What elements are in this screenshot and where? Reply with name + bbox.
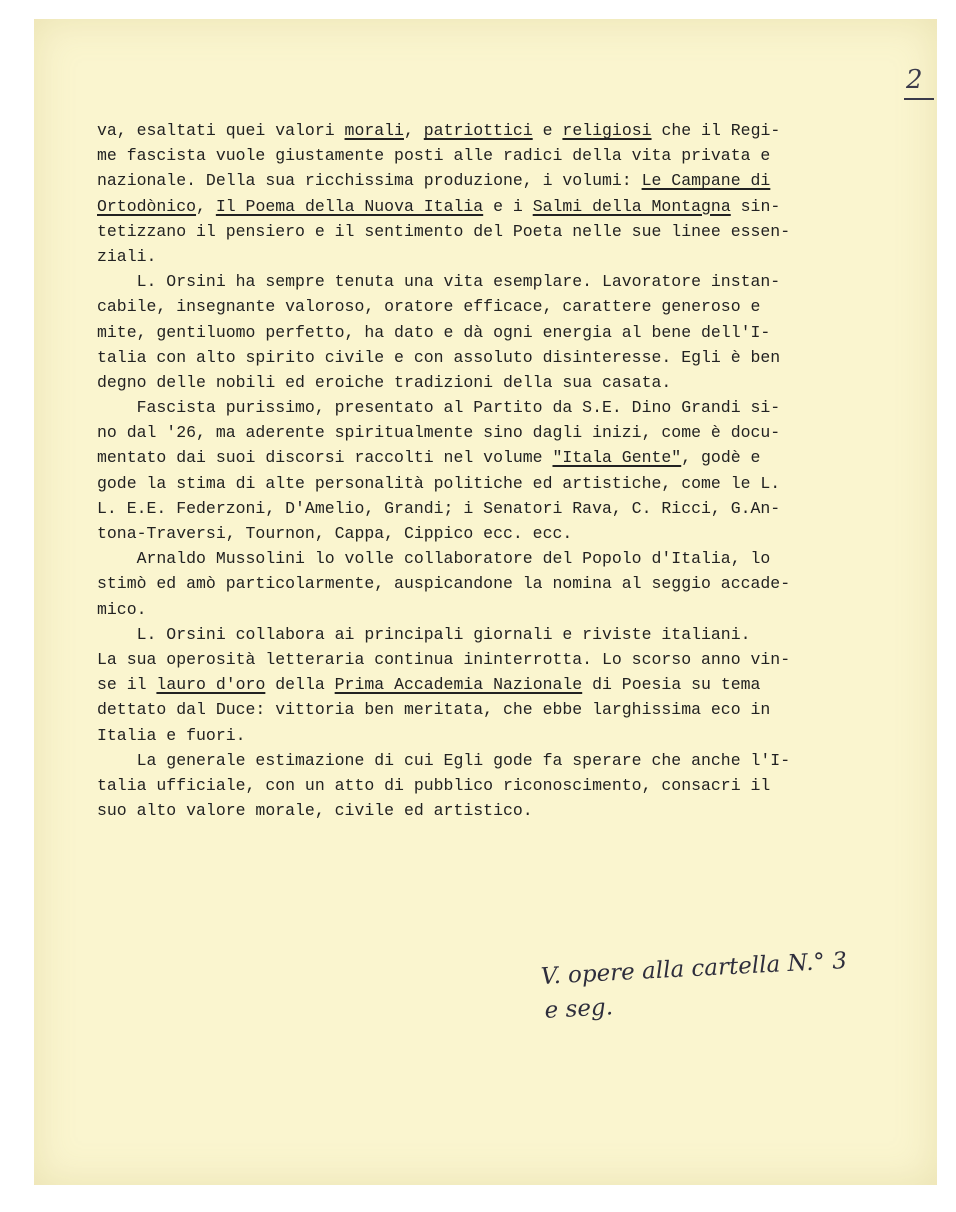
text-segment: e i <box>483 196 533 216</box>
text-segment: L. Orsini collabora ai principali giornali e riviste italiani. <box>97 624 751 644</box>
text-segment: e <box>532 121 563 140</box>
text-line <box>97 597 857 622</box>
text-line <box>97 294 857 319</box>
underlined-text: morali <box>344 121 404 140</box>
underlined-text: Ortodònico <box>97 196 197 216</box>
underlined-text: Le Campane di <box>641 171 771 191</box>
text-segment: talia ufficiale, con un atto di pubblico riconoscimento, consacri il <box>97 775 771 795</box>
text-segment: Arnaldo Mussolini lo volle collaboratore del Popolo d'Italia, lo <box>97 549 771 569</box>
text-line <box>97 798 857 823</box>
underlined-text: lauro d'oro <box>156 675 266 695</box>
text-line <box>97 244 857 269</box>
text-line <box>97 496 857 521</box>
paragraph <box>97 118 857 269</box>
text-line <box>97 647 857 672</box>
text-segment: me fascista vuole giustamente posti alle radici della vita privata e <box>97 146 771 166</box>
text-segment: di Poesia su tema <box>582 675 761 695</box>
text-segment: talia con alto spirito civile e con assoluto disinteresse. Egli è ben <box>97 347 781 367</box>
handwritten-note-line: e seg. <box>543 994 614 1024</box>
text-line <box>97 370 857 395</box>
text-line <box>97 546 857 571</box>
text-segment: gode la stima di alte personalità politiche ed artistiche, come le L. <box>97 473 781 493</box>
text-line <box>97 723 857 748</box>
text-segment: dettato dal Duce: vittoria ben meritata, che ebbe larghissima eco in <box>97 700 771 720</box>
text-line <box>97 219 857 244</box>
paragraph <box>97 546 857 622</box>
text-segment: , godè e <box>681 448 761 468</box>
text-line <box>97 748 857 773</box>
text-line <box>97 194 857 219</box>
text-line <box>97 269 857 294</box>
text-segment: L. E.E. Federzoni, D'Amelio, Grandi; i Senatori Rava, C. Ricci, G.An- <box>97 498 781 518</box>
text-segment: stimò ed amò particolarmente, auspicandone la nomina al seggio accade- <box>97 574 791 594</box>
text-segment: cabile, insegnante valoroso, oratore efficace, carattere generoso e <box>97 297 761 317</box>
underlined-text: patriottici <box>423 121 533 140</box>
text-segment: , <box>196 196 216 216</box>
paragraph <box>97 622 857 748</box>
text-segment: degno delle nobili ed eroiche tradizioni della sua casata. <box>97 372 672 392</box>
text-segment: tona-Traversi, Tournon, Cappa, Cippico ecc. ecc. <box>97 524 573 543</box>
underlined-text: Prima Accademia Nazionale <box>334 675 583 695</box>
underlined-text: Salmi della Montagna <box>532 196 731 216</box>
text-segment: mentato dai suoi discorsi raccolti nel volume <box>97 448 553 468</box>
text-line <box>97 143 857 168</box>
text-segment: La sua operosità letteraria continua ininterrotta. Lo scorso anno vin- <box>97 649 791 669</box>
text-segment: Italia e fuori. <box>97 725 246 745</box>
text-segment: Fascista purissimo, presentato al Partito da S.E. Dino Grandi si- <box>97 398 781 418</box>
text-segment: sin- <box>730 196 781 216</box>
text-segment: mico. <box>97 599 147 619</box>
text-line <box>97 697 857 722</box>
underlined-text: Il Poema della Nuova Italia <box>215 196 484 216</box>
text-segment: della <box>265 675 335 695</box>
page-number-underline <box>904 98 934 100</box>
handwritten-note-line: V. opere alla cartella N.° 3 <box>540 947 848 990</box>
text-line <box>97 672 857 697</box>
text-line <box>97 118 857 143</box>
text-segment: nazionale. Della sua ricchissima produzione, i volumi: <box>97 171 642 191</box>
text-line <box>97 571 857 596</box>
text-line <box>97 395 857 420</box>
underlined-text: religiosi <box>562 121 652 140</box>
text-line <box>97 445 857 470</box>
page-number: 2 <box>906 65 923 95</box>
text-segment: che il Regi- <box>651 121 781 140</box>
text-segment: , <box>403 121 424 140</box>
paragraph <box>97 269 857 395</box>
text-segment: va, esaltati quei valori <box>97 121 345 140</box>
text-line <box>97 521 857 546</box>
text-line <box>97 320 857 345</box>
underlined-text: "Itala Gente" <box>552 448 682 468</box>
text-line <box>97 345 857 370</box>
text-segment: La generale estimazione di cui Egli gode fa sperare che anche l'I- <box>97 750 791 770</box>
text-segment: tetizzano il pensiero e il sentimento del Poeta nelle sue linee essen- <box>97 221 791 241</box>
paragraph <box>97 748 857 824</box>
typed-letter-body <box>97 118 857 823</box>
text-line <box>97 168 857 193</box>
text-line <box>97 773 857 798</box>
text-segment: mite, gentiluomo perfetto, ha dato e dà ogni energia al bene dell'I- <box>97 322 771 342</box>
text-segment: suo alto valore morale, civile ed artistico. <box>97 801 533 821</box>
text-segment: se il <box>97 675 157 695</box>
text-line <box>97 471 857 496</box>
paragraph <box>97 395 857 546</box>
text-segment: ziali. <box>97 246 157 266</box>
text-line <box>97 420 857 445</box>
text-line <box>97 622 857 647</box>
text-segment: no dal '26, ma aderente spiritualmente sino dagli inizi, come è docu- <box>97 423 781 443</box>
text-segment: L. Orsini ha sempre tenuta una vita esemplare. Lavoratore instan- <box>97 272 781 292</box>
